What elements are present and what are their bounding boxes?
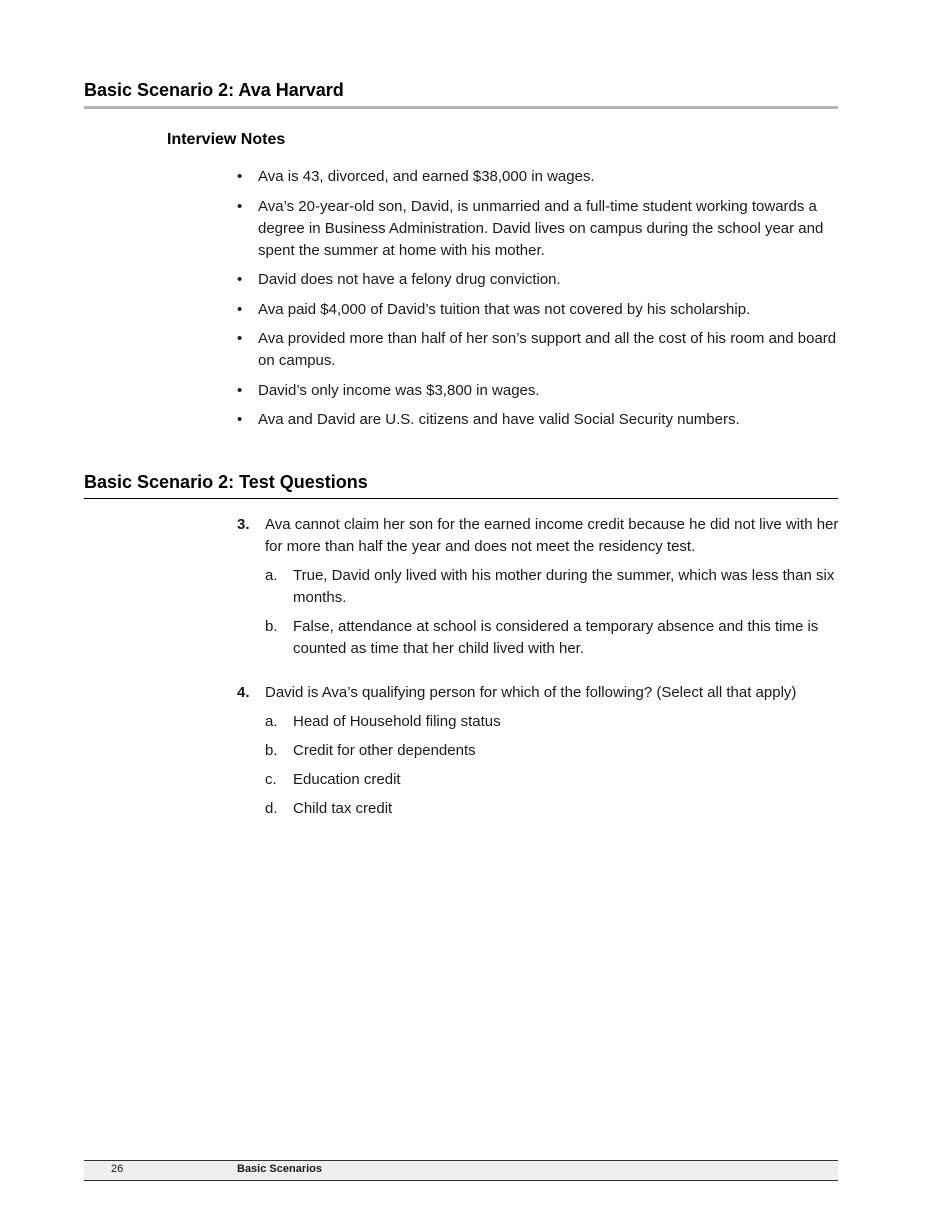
page-number: 26 xyxy=(111,1163,124,1175)
option-text: Credit for other dependents xyxy=(293,742,476,759)
interview-notes-list xyxy=(237,166,837,439)
footer-section-title: Basic Scenarios xyxy=(237,1163,322,1175)
bullet-icon: • xyxy=(237,330,243,347)
question-3 xyxy=(237,514,839,667)
option-text: True, David only lived with his mother during the summer, which was less than six months. xyxy=(293,567,835,606)
list-item xyxy=(237,196,837,262)
question-number: 3. xyxy=(237,516,250,533)
interview-notes-heading: Interview Notes xyxy=(167,131,286,148)
answer-option-a[interactable] xyxy=(265,711,839,733)
option-letter: a. xyxy=(265,713,278,730)
page-footer xyxy=(84,1160,838,1181)
answer-options xyxy=(265,565,839,660)
note-text: Ava provided more than half of her son’s support and all the cost of his room and board on campus. xyxy=(258,330,837,369)
bullet-icon: • xyxy=(237,271,243,288)
bullet-icon: • xyxy=(237,300,243,318)
bullet-icon: • xyxy=(237,197,243,215)
question-number: 4. xyxy=(237,684,250,701)
answer-options xyxy=(265,711,839,820)
option-text: Head of Household filing status xyxy=(293,713,501,730)
note-text: David’s only income was $3,800 in wages. xyxy=(258,381,540,399)
note-text: David does not have a felony drug conviction. xyxy=(258,271,561,288)
question-4 xyxy=(237,682,839,827)
test-questions-title: Basic Scenario 2: Test Questions xyxy=(84,472,838,499)
scenario-title: Basic Scenario 2: Ava Harvard xyxy=(84,80,838,109)
option-text: Education credit xyxy=(293,771,401,788)
answer-option-a[interactable] xyxy=(265,565,839,609)
list-item xyxy=(237,299,837,321)
list-item xyxy=(237,166,837,188)
answer-option-d[interactable] xyxy=(265,798,839,820)
option-letter: b. xyxy=(265,742,278,759)
list-item xyxy=(237,328,837,372)
answer-option-c[interactable] xyxy=(265,769,839,791)
note-text: Ava paid $4,000 of David’s tuition that was not covered by his scholarship. xyxy=(258,300,751,318)
bullet-icon: • xyxy=(237,168,243,185)
option-letter: d. xyxy=(265,800,278,817)
note-text: Ava is 43, divorced, and earned $38,000 in wages. xyxy=(258,168,595,185)
option-letter: b. xyxy=(265,618,278,635)
note-text: Ava’s 20-year-old son, David, is unmarried and a full-time student working towards a degree in Business Administration. David lives on campus during the school year and spent the summer at home with his mother. xyxy=(258,197,824,259)
option-letter: a. xyxy=(265,567,278,584)
answer-option-b[interactable] xyxy=(265,740,839,762)
list-item xyxy=(237,380,837,402)
list-item xyxy=(237,269,837,291)
question-text: David is Ava’s qualifying person for which of the following? (Select all that apply) xyxy=(265,684,797,701)
option-text: False, attendance at school is considered a temporary absence and this time is counted as time that her child lived with her. xyxy=(293,618,819,657)
note-text: Ava and David are U.S. citizens and have valid Social Security numbers. xyxy=(258,411,740,428)
question-text: Ava cannot claim her son for the earned income credit because he did not live with her for more than half the year and does not meet the residency test. xyxy=(265,516,839,555)
option-text: Child tax credit xyxy=(293,800,393,817)
bullet-icon: • xyxy=(237,411,243,428)
option-letter: c. xyxy=(265,771,277,788)
answer-option-b[interactable] xyxy=(265,616,839,660)
bullet-icon: • xyxy=(237,381,243,399)
list-item xyxy=(237,409,837,431)
